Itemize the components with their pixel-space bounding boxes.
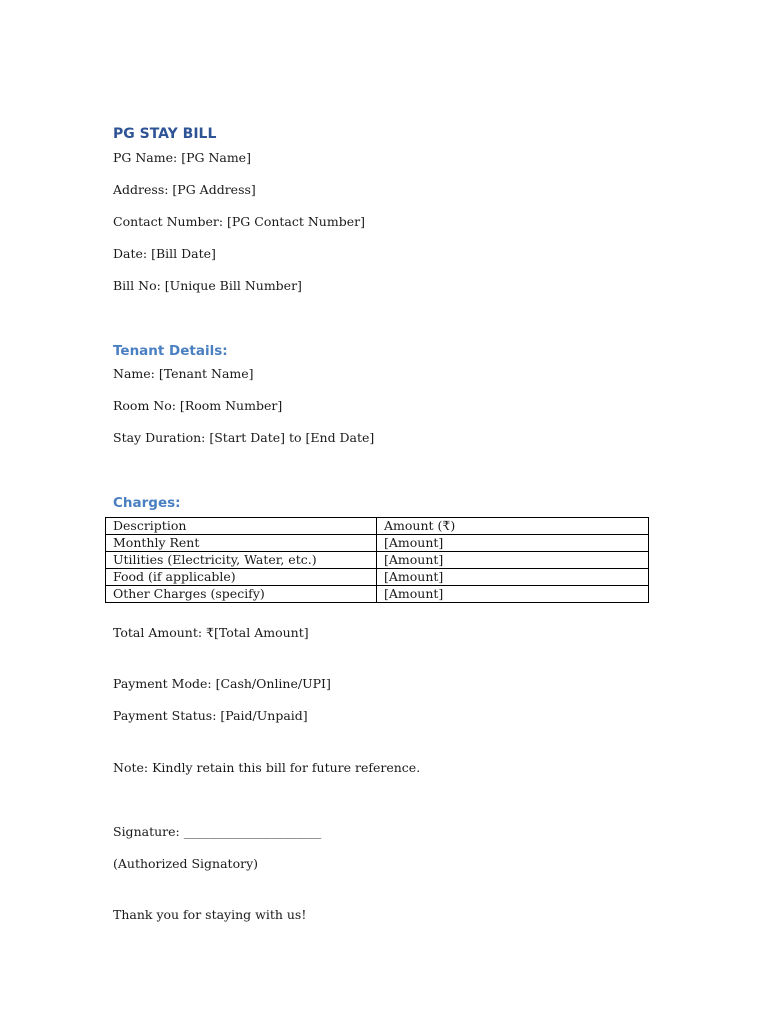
table-header-cell: Amount (₹)	[377, 518, 649, 535]
tenant-name: Name: [Tenant Name]	[113, 366, 254, 381]
table-row	[106, 535, 649, 552]
total-amount: Total Amount: ₹[Total Amount]	[113, 625, 309, 640]
charge-amount: [Amount]	[377, 586, 649, 603]
table-row	[106, 586, 649, 603]
pg-name: PG Name: [PG Name]	[113, 150, 251, 165]
charge-amount: [Amount]	[377, 535, 649, 552]
authorized-signatory: (Authorized Signatory)	[113, 856, 259, 871]
charge-description: Utilities (Electricity, Water, etc.)	[106, 552, 377, 569]
charge-description: Monthly Rent	[106, 535, 377, 552]
charge-amount: [Amount]	[377, 569, 649, 586]
charge-description: Other Charges (specify)	[106, 586, 377, 603]
bill-title: PG STAY BILL	[113, 126, 217, 142]
charge-description: Food (if applicable)	[106, 569, 377, 586]
stay-duration: Stay Duration: [Start Date] to [End Date]	[113, 430, 375, 445]
bill-number: Bill No: [Unique Bill Number]	[113, 278, 302, 293]
thank-you-note: Thank you for staying with us!	[113, 907, 307, 922]
payment-status: Payment Status: [Paid/Unpaid]	[113, 708, 308, 723]
pg-contact-number: Contact Number: [PG Contact Number]	[113, 214, 365, 229]
pg-address: Address: [PG Address]	[113, 182, 256, 197]
room-number: Room No: [Room Number]	[113, 398, 283, 413]
table-row	[106, 552, 649, 569]
charges-heading: Charges:	[113, 495, 181, 511]
tenant-details-heading: Tenant Details:	[113, 343, 228, 359]
payment-mode: Payment Mode: [Cash/Online/UPI]	[113, 676, 331, 691]
charge-amount: [Amount]	[377, 552, 649, 569]
signature-line: Signature: ______________________	[113, 824, 322, 839]
table-row	[106, 569, 649, 586]
bill-date: Date: [Bill Date]	[113, 246, 216, 261]
charges-table	[105, 517, 649, 603]
table-header-row	[106, 518, 649, 535]
note: Note: Kindly retain this bill for future reference.	[113, 760, 421, 775]
table-header-cell: Description	[106, 518, 377, 535]
